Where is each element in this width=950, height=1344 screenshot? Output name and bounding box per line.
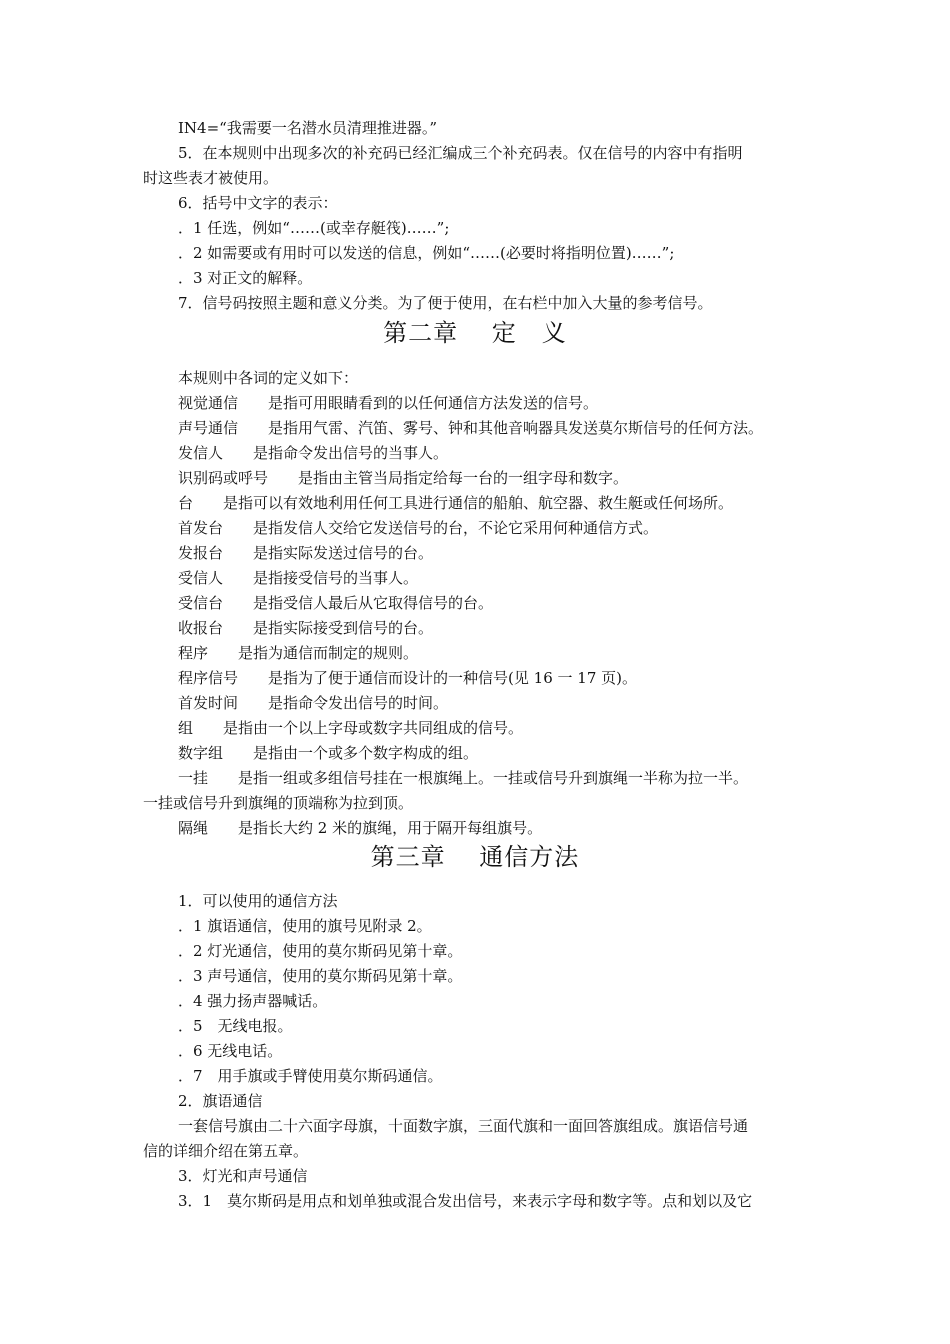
definition-item	[178, 418, 810, 438]
section-3-1-text: 3．1 莫尔斯码是用点和划单独或混合发出信号，来表示字母和数字等。点和划以及它	[178, 1192, 753, 1210]
definition-item	[178, 593, 810, 613]
definition-gap	[268, 468, 298, 488]
definition-gap	[208, 818, 238, 838]
definition-gap	[193, 493, 223, 513]
section-1-heading: 1．可以使用的通信方法	[178, 892, 338, 910]
definition-item	[178, 568, 810, 588]
definition-text: 是指由一个或多个数字构成的组。	[253, 744, 479, 762]
definition-item	[178, 643, 810, 663]
definition-text: 是指实际发送过信号的台。	[253, 544, 434, 562]
chapter-2-title: 第二章 定 义	[383, 319, 567, 347]
definition-text: 是指发信人交给它发送信号的台，不论它采用何种通信方式。	[253, 519, 659, 537]
definition-text: 是指接受信号的当事人。	[253, 569, 419, 587]
definition-term: 首发时间	[178, 694, 239, 712]
definition-term: 一挂	[178, 769, 209, 787]
definition-continuation: 一挂或信号升到旗绳的顶端称为拉到顶。	[143, 794, 414, 812]
definition-gap	[238, 668, 268, 688]
definition-text: 是指命令发出信号的当事人。	[253, 444, 449, 462]
definition-gap	[208, 643, 238, 663]
section-1-item: ．7 用手旗或手臂使用莫尔斯码通信。	[178, 1067, 443, 1085]
section-1-item: ．5 无线电报。	[178, 1017, 293, 1035]
paragraph-6-item-1: ．1 任选，例如“……(或幸存艇筏)……”;	[178, 219, 450, 237]
definition-item	[178, 743, 810, 763]
definition-term: 受信台	[178, 594, 224, 612]
definition-text: 是指受信人最后从它取得信号的台。	[253, 594, 494, 612]
definition-text: 是指由一个以上字母或数字共同组成的信号。	[223, 719, 524, 737]
definition-item	[178, 443, 810, 463]
definitions-intro: 本规则中各词的定义如下：	[178, 369, 359, 387]
definition-text: 是指可以有效地利用任何工具进行通信的船舶、航空器、救生艇或任何场所。	[223, 494, 734, 512]
section-2-line-2: 信的详细介绍在第五章。	[143, 1142, 309, 1160]
definition-gap	[223, 518, 253, 538]
definition-text: 是指一组或多组信号挂在一根旗绳上。一挂或信号升到旗绳一半称为拉一半。	[238, 769, 749, 787]
definition-item	[178, 493, 810, 513]
definition-item	[178, 518, 810, 538]
definition-term: 数字组	[178, 744, 224, 762]
definition-gap	[223, 543, 253, 563]
paragraph-5-line-1: 5．在本规则中出现多次的补充码已经汇编成三个补充码表。仅在信号的内容中有指明	[178, 144, 743, 162]
definition-term: 视觉通信	[178, 394, 239, 412]
definition-gap	[208, 768, 238, 788]
definition-term: 台	[178, 494, 194, 512]
definition-term: 识别码或呼号	[178, 469, 269, 487]
definition-term: 组	[178, 719, 194, 737]
in4-example: IN4=“我需要一名潜水员清理推进器。”	[178, 119, 438, 137]
definition-term: 程序	[178, 644, 209, 662]
definition-gap	[238, 393, 268, 413]
section-1-item: ．2 灯光通信，使用的莫尔斯码见第十章。	[178, 942, 463, 960]
paragraph-5-line-2: 时这些表才被使用。	[143, 169, 279, 187]
chapter-3-title: 第三章 通信方法	[370, 843, 580, 871]
definition-text: 是指为通信而制定的规则。	[238, 644, 419, 662]
definition-term: 程序信号	[178, 669, 239, 687]
definition-item	[178, 768, 810, 788]
definition-text: 是指实际接受到信号的台。	[253, 619, 434, 637]
definition-item	[178, 393, 810, 413]
definition-text: 是指可用眼睛看到的以任何通信方法发送的信号。	[268, 394, 599, 412]
section-3-heading: 3．灯光和声号通信	[178, 1167, 308, 1185]
definition-item	[178, 543, 810, 563]
paragraph-6-item-3: ．3 对正文的解释。	[178, 269, 313, 287]
section-1-item: ．1 旗语通信，使用的旗号见附录 2。	[178, 917, 432, 935]
definition-item	[178, 468, 810, 488]
section-1-item: ．3 声号通信，使用的莫尔斯码见第十章。	[178, 967, 463, 985]
definition-gap	[223, 743, 253, 763]
section-1-item: ．4 强力扬声器喊话。	[178, 992, 328, 1010]
definition-item	[178, 718, 810, 738]
definition-term: 声号通信	[178, 419, 239, 437]
definition-item	[178, 668, 810, 688]
definition-term: 受信人	[178, 569, 224, 587]
definition-item	[178, 618, 810, 638]
definition-item	[178, 693, 810, 713]
definition-text: 是指为了便于通信而设计的一种信号(见 16 一 17 页)。	[268, 669, 637, 687]
definition-term: 首发台	[178, 519, 224, 537]
definition-term: 隔绳	[178, 819, 209, 837]
paragraph-6: 6．括号中文字的表示：	[178, 194, 338, 212]
paragraph-7: 7．信号码按照主题和意义分类。为了便于使用，在右栏中加入大量的参考信号。	[178, 294, 713, 312]
definition-term: 发报台	[178, 544, 224, 562]
definition-term: 收报台	[178, 619, 224, 637]
section-2-heading: 2．旗语通信	[178, 1092, 263, 1110]
definition-gap	[223, 593, 253, 613]
section-1-item: ．6 无线电话。	[178, 1042, 283, 1060]
section-2-line-1: 一套信号旗由二十六面字母旗，十面数字旗，三面代旗和一面回答旗组成。旗语信号通	[178, 1117, 749, 1135]
definition-text: 是指命令发出信号的时间。	[268, 694, 449, 712]
definition-item	[178, 818, 810, 838]
definition-term: 发信人	[178, 444, 224, 462]
definition-gap	[238, 418, 268, 438]
definition-text: 是指长大约 2 米的旗绳，用于隔开每组旗号。	[238, 819, 543, 837]
definition-gap	[223, 443, 253, 463]
definition-gap	[223, 568, 253, 588]
definition-text: 是指由主管当局指定给每一台的一组字母和数字。	[298, 469, 629, 487]
definition-text: 是指用气雷、汽笛、雾号、钟和其他音响器具发送莫尔斯信号的任何方法。	[268, 419, 764, 437]
definition-gap	[193, 718, 223, 738]
definition-gap	[223, 618, 253, 638]
definition-gap	[238, 693, 268, 713]
paragraph-6-item-2: ．2 如需要或有用时可以发送的信息，例如“……(必要时将指明位置)……”;	[178, 244, 675, 262]
